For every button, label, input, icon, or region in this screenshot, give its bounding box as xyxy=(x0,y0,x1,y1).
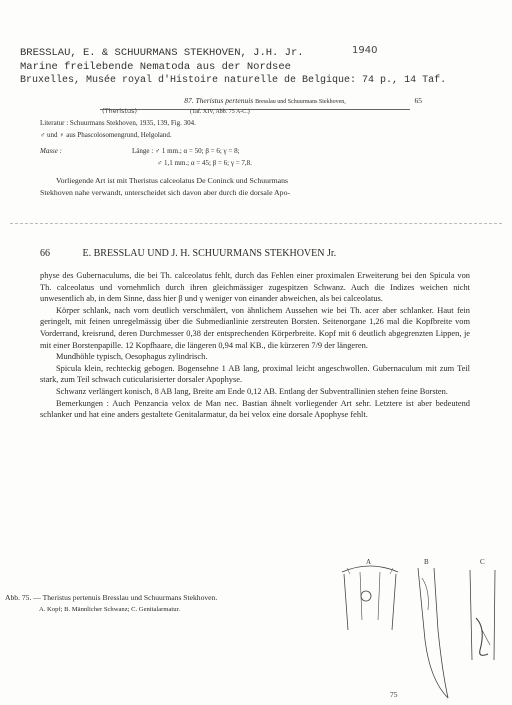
head-setae xyxy=(347,568,393,574)
citation-title: Marine freilebende Nematoda aus der Nordsee xyxy=(20,61,291,73)
page-65-excerpt xyxy=(40,95,490,199)
paragraph-mouth: Mundhöhle typisch, Oesophagus zylindrisch. xyxy=(56,352,208,362)
page-separator xyxy=(10,223,502,224)
paragraph-spicula: Spicula klein, rechteckig gebogen. Bogensehne 1 AB lang, proximal leicht angeschwollen. Gubernaculum mit zum Teil stark, zum Teil schwach cuticularisierter dorsaler Apophyse. xyxy=(40,363,470,385)
specimen-origin: ♂ und ♀ aus Phascolosomengrund, Helgoland. xyxy=(40,131,172,139)
heading-subline xyxy=(40,108,490,117)
caption-title: Abb. 75. — Theristus pertenuis Bresslau und Schuurmans Stekhoven. xyxy=(5,593,218,602)
measurements-row-1 xyxy=(40,145,490,157)
plate-reference: (Taf. XIV, Abb. 75 A-C.) xyxy=(190,109,250,115)
head-right-wall xyxy=(392,574,396,630)
figure-label-b: B xyxy=(424,558,429,566)
handwritten-note: (Theristus) xyxy=(102,107,138,115)
figure-number: 75 xyxy=(390,690,398,699)
armature-body-right xyxy=(494,570,495,660)
head-left-wall xyxy=(344,574,348,630)
head-outline xyxy=(342,566,398,572)
measurements-label: Masse : xyxy=(40,147,62,155)
page-number-66: 66 xyxy=(40,248,50,259)
tail-outline-inner xyxy=(434,568,448,698)
armature-body-left xyxy=(470,570,472,660)
figure-label-c: C xyxy=(480,558,485,566)
spicule-line xyxy=(422,578,428,610)
figure-label-a: A xyxy=(366,558,372,566)
measurements-row-2 xyxy=(40,157,490,169)
oesophagus-lines xyxy=(360,572,380,620)
caption-legend: A. Kopf; B. Männlicher Schwanz; C. Genitalarmatur. xyxy=(39,606,180,613)
page-number-65: 65 xyxy=(414,96,422,105)
measurements-values-2: ♂ 1,1 mm.; α = 45; β = 6; γ = 7,8. xyxy=(157,159,252,167)
running-head xyxy=(40,248,490,259)
species-heading-authors: Bresslau und Schuurmans Stekhoven, xyxy=(255,99,346,105)
spicule-curve xyxy=(476,618,488,655)
measurements-values-1: Länge : ♂ 1 mm.; α = 50; β = 6; γ = 8; xyxy=(132,147,240,155)
paragraph-body: Körper schlank, nach vorn deutlich verschmälert, von ähnlichem Aussehen wie bei Th. acer aber schlanker. Haut fein geringelt, mit feinen unregelmässig über die Submedianlinie zerstreuten Borsten. Seitenorgane 1,26 mal die Kopfbreite vom Vorderrand, kreisrund, deren Durchmesser 0,38 der entsprechenden Körperbreite. Kopf mit 6 deutlich abgegrenzten Lippen, je mit einer Borstenpapille. 12 Kopfhaare, die längeren 0,94 mal KB., die kürzeren 7/9 der längeren. xyxy=(40,305,470,350)
citation-authors: BRESSLAU, E. & SCHUURMANS STEKHOVEN, J.H. Jr. xyxy=(20,47,304,59)
paragraph-remarks: Bemerkungen : Auch Penzancia velox de Man nec. Bastian ähnelt vorliegender Art sehr. Letztere ist aber bedeutend schlanker und hat eine anders gestaltete Genitalarmatur, da bei velox eine dorsale Apophyse fehlt. xyxy=(40,398,470,420)
literature-ref: Literatur : Schuurmans Stekhoven, 1935, 139, Fig. 304. xyxy=(40,119,196,127)
description-body xyxy=(40,270,470,421)
gubernaculum-line xyxy=(482,630,490,645)
tail-outline-outer xyxy=(418,568,448,698)
paragraph-tail: Schwanz verlängert konisch, 8 AB lang, Breite am Ende 0,12 AB. Entlang der Subventrallinien stehen feine Borsten. xyxy=(56,386,448,396)
citation-year: 1940 xyxy=(352,45,378,56)
species-heading-title: 87. Theristus pertenuis xyxy=(184,96,254,105)
intro-text-line-2: Stekhoven nahe verwandt, unterscheidet sich davon aber durch die dorsale Apo- xyxy=(40,188,291,197)
running-head-authors: E. BRESSLAU UND J. H. SCHUURMANS STEKHOVEN Jr. xyxy=(82,248,337,259)
nematode-illustration xyxy=(330,550,510,700)
paragraph-comparison: physe des Gubernaculums, die bei Th. calceolatus fehlt, durch das Fehlen einer proximalen Erweiterung bei den Spicula von Th. calceolatus und vornehmlich durch ihren gleichmässiger zugespitzen Schwanz. Auch die Indizes weichen nicht unwesentlich ab, in dem Sinne, dass hier β und γ weniger von einander abweichen, als bei calceolatus. xyxy=(40,271,470,304)
figure-caption xyxy=(5,592,325,616)
amphid-organ xyxy=(361,591,371,601)
citation-publisher: Bruxelles, Musée royal d'Histoire naturelle de Belgique: 74 p., 14 Taf. xyxy=(20,75,447,86)
intro-text-line-1: Vorliegende Art ist mit Theristus calceolatus De Coninck und Schuurmans xyxy=(56,176,289,185)
figure-75 xyxy=(330,550,510,700)
